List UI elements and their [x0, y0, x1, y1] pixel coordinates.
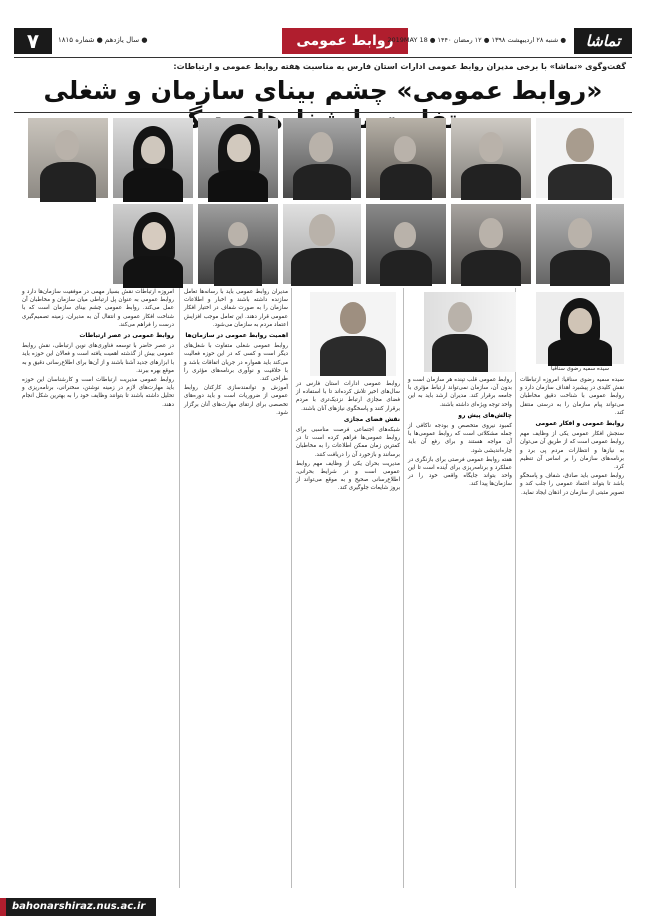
newspaper-logo: تماشا: [574, 28, 632, 54]
portrait-photo: [536, 118, 624, 198]
portrait-photo: [113, 118, 193, 198]
article-column-5: سیده سمیه رضوی سناقیا: امروزه ارتباطات نقش کلیدی در پیشبرد اهداف سازمان دارد و روابط عمومی با شناخت دقیق مخاطبان می‌تواند پیام سازمان را به درستی منتقل کند. روابط عمومی و افکار عمومی سنجش افکار عمومی یکی از وظایف مهم روابط عمومی است که از طریق آن می‌توان به نیازها و انتظارات مردم پی برد و برنامه‌های سازمان را بر اساس آن تنظیم کرد. روابط عمومی باید صادق، شفاف و پاسخگو باشد تا بتواند اعتماد عمومی را جلب کند و تصویر مثبتی از سازمان در اذهان ایجاد نماید.: [520, 377, 624, 496]
section-title: روابط عمومی: [282, 28, 408, 54]
portrait-photo: [451, 118, 531, 198]
column-divider: [515, 288, 516, 888]
header-divider: [14, 57, 632, 58]
article-column-2: مدیران روابط عمومی باید با رسانه‌ها تعامل سازنده داشته باشند و اخبار و اطلاعات سازمان را به صورت شفاف در اختیار افکار عمومی قرار دهند. این تعامل موجب افزایش اعتماد مردم به سازمان می‌شود. اهمیت روابط عمومی در سازمان‌ها روابط عمومی شغلی متفاوت با شغل‌های دیگر است و کسی که در این حوزه فعالیت می‌کند باید همواره در جریان اتفاقات باشد و با خلاقیت و نوآوری برنامه‌های مؤثری را طراحی کند. آموزش و توانمندسازی کارکنان روابط عمومی از ضروریات است و باید دوره‌های تخصصی برای ارتقای مهارت‌های آنان برگزار شود.: [184, 289, 288, 416]
page-number: ۷: [14, 28, 52, 54]
portrait-photo: [536, 204, 624, 284]
column-divider: [291, 288, 292, 888]
source-watermark: bahonarshiraz.nus.ac.ir: [6, 898, 156, 916]
portrait-photo: [451, 204, 531, 284]
article-column-4: روابط عمومی قلب تپنده هر سازمان است و بدون آن، سازمان نمی‌تواند ارتباط مؤثری با جامعه برقرار کند. مدیران ارشد باید به این واحد توجه ویژه‌ای داشته باشند. چالش‌های پیش رو کمبود نیروی متخصص و بودجه ناکافی از جمله مشکلاتی است که روابط عمومی‌ها با آن مواجه هستند و برای رفع آن باید چاره‌اندیشی شود. هفته روابط عمومی فرصتی برای بازنگری در عملکرد و برنامه‌ریزی برای آینده است تا این واحد بتواند جایگاه واقعی خود را در سازمان‌ها پیدا کند.: [408, 377, 512, 488]
article-column-1: امروزه ارتباطات نقش بسیار مهمی در موفقیت سازمان‌ها دارد و روابط عمومی به عنوان پل ارتباطی میان سازمان و مخاطبان آن عمل می‌کند. روابط عمومی چشم بینای سازمان است که با شناخت افکار عمومی و انتقال آن به مدیران، زمینه تصمیم‌گیری درست را فراهم می‌کند. روابط عمومی در عصر ارتباطات در عصر حاضر با توسعه فناوری‌های نوین ارتباطی، نقش روابط عمومی بیش از گذشته اهمیت یافته است و فعالان این حوزه باید با ابزارهای جدید آشنا باشند و از آن‌ها برای اطلاع‌رسانی دقیق و به موقع بهره ببرند. روابط عمومی مدیریت ارتباطات است و کارشناسان این حوزه باید مهارت‌های لازم در زمینه نوشتن، سخنرانی، برنامه‌ریزی و تحلیل داشته باشند تا بتوانند وظایف خود را به بهترین شکل انجام دهند.: [22, 289, 174, 408]
portrait-photo: [283, 204, 361, 284]
meeting-photo: [198, 204, 278, 284]
column-divider: [179, 288, 180, 888]
meeting-photo: [366, 204, 446, 284]
article-headline: «روابط عمومی» چشم بینای سازمان و شغلی با: [43, 76, 603, 134]
meeting-photo: [366, 118, 446, 198]
portrait-photo: [198, 118, 278, 198]
column-divider: [403, 288, 404, 888]
issue-info-left: ● سال یازدهم ● شماره ۱۸۱۵: [58, 36, 148, 44]
issue-date-info: ● شنبه ۲۸ اردیبهشت ۱۳۹۸ ● ۱۲ رمضان ۱۴۴۰ ● 2019MAY 18: [387, 36, 566, 44]
article-kicker: گفت‌وگوی «تماشا» با برخی مدیران روابط عمومی ادارات استان فارس به مناسبت هفته روابط عمومی و ارتباطات:: [173, 62, 626, 71]
headline-divider: [14, 112, 632, 113]
portrait-photo: [28, 118, 108, 198]
inline-portrait-photo: [424, 292, 516, 372]
inline-portrait-photo: [310, 292, 396, 376]
article-column-3: روابط عمومی ادارات استان فارس در سال‌های اخیر تلاش کرده‌اند تا با استفاده از فضای مجازی ارتباط نزدیک‌تری با مردم برقرار کنند و پاسخگوی نیازهای آنان باشند. نقش فضای مجازی شبکه‌های اجتماعی فرصت مناسبی برای روابط عمومی‌ها فراهم کرده است تا در کمترین زمان ممکن اطلاعات را به مخاطبان برسانند و بازخورد آن را دریافت کنند. مدیریت بحران یکی از وظایف مهم روابط عمومی است و در شرایط بحرانی، اطلاع‌رسانی صحیح و به موقع می‌تواند از بروز شایعات جلوگیری کند.: [296, 381, 400, 492]
portrait-photo: [283, 118, 361, 198]
inline-portrait-photo: [536, 292, 624, 364]
page-header: [14, 28, 632, 54]
portrait-photo: [113, 204, 193, 284]
photo-caption: سیده سمیه رضوی سناقیا: [550, 366, 610, 372]
